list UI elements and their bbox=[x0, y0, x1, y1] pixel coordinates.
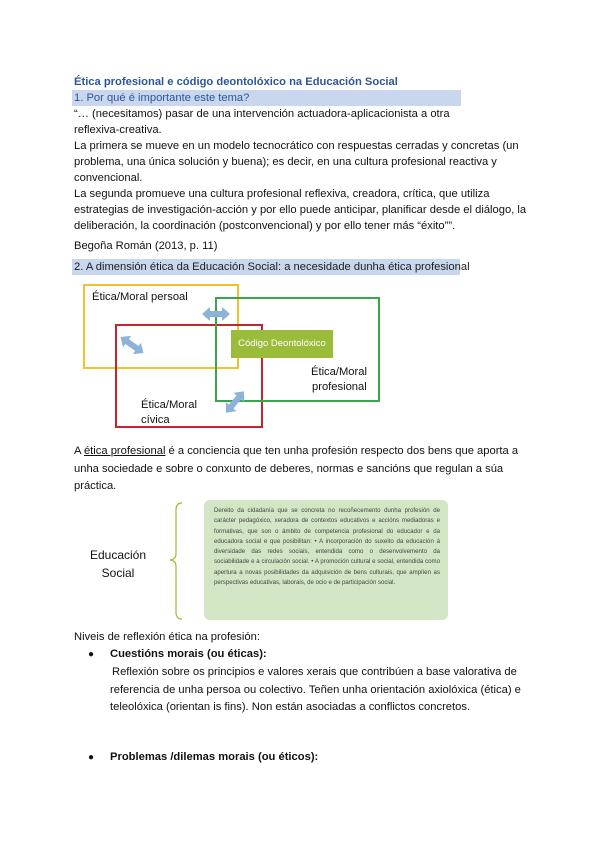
section-1-heading: 1. Por qué é importante este tema? bbox=[72, 90, 461, 106]
professional-ethics-term: ética profesional bbox=[83, 445, 166, 457]
social-education-label-line1: Educación bbox=[89, 548, 147, 562]
section-2-heading: 2. A dimensión ética da Educación Social: a necesidade dunha ética profesional bbox=[74, 261, 470, 273]
levels-intro: Niveis de reflexión ética na profesión: bbox=[74, 631, 260, 643]
social-education-label-line2: Social bbox=[101, 566, 135, 580]
level-2-title: Problemas /dilemas morais (ou éticos): bbox=[110, 751, 319, 763]
professional-ethics-label-line1: Ética/Moral bbox=[311, 366, 367, 378]
double-arrow-icon bbox=[117, 331, 148, 359]
quote-line: estrategias de investigación-acción y por ello puede anticipar, planificar desde el diálogo, la bbox=[74, 204, 527, 216]
personal-ethics-label: Ética/Moral persoal bbox=[92, 291, 188, 303]
deontological-code-box: Código Deontolóxico bbox=[231, 330, 333, 358]
double-arrow-icon bbox=[202, 307, 230, 321]
civic-ethics-label-line1: Ética/Moral bbox=[141, 399, 197, 411]
quote-line: convencional. bbox=[74, 172, 143, 184]
definition-rest: é a conciencia que ten unha profesión respecto dos bens que aporta a bbox=[165, 445, 519, 457]
level-1-line: referencia de unha persoa ou colectivo. Teñen unha orientación axiolóxica (ética) e bbox=[110, 684, 521, 696]
professional-ethics-label-line2: profesional bbox=[312, 381, 367, 393]
bullet-icon: ● bbox=[88, 752, 95, 763]
double-arrow-icon bbox=[221, 387, 250, 417]
definition-line-3: práctica. bbox=[74, 480, 117, 492]
document-title: Ética profesional e código deontolóxico na Educación Social bbox=[74, 76, 398, 88]
civic-ethics-label-line2: cívica bbox=[141, 414, 170, 426]
level-1-line: teleolóxica (orientan is fins). Non están asociadas a conflictos concretos. bbox=[110, 701, 471, 713]
definition-line-1 bbox=[74, 443, 518, 459]
level-1-title: Cuestións morais (ou éticas): bbox=[110, 648, 267, 660]
social-education-definition-box bbox=[204, 500, 448, 620]
quote-line: deliberación, la coordinación (postconvencional) y por ello tener más “éxito””. bbox=[74, 220, 456, 232]
quote-citation: Begoña Román (2013, p. 11) bbox=[74, 240, 218, 252]
definition-line-2: unha sociedade e sobre o conxunto de deberes, normas e sancións que regulan a súa bbox=[74, 463, 504, 475]
definition-prefix: A bbox=[74, 445, 84, 457]
bullet-icon: ● bbox=[88, 649, 95, 660]
quote-line: problema, una única solución y buena); es decir, en una cultura profesional reactiva y bbox=[74, 156, 497, 168]
level-1-line: Reflexión sobre os principios e valores xerais que contribúen a base valorativa de bbox=[112, 666, 517, 678]
quote-line: “… (necesitamos) pasar de una intervención actuadora-aplicacionista a otra bbox=[74, 108, 450, 120]
quote-line: reflexiva-creativa. bbox=[74, 124, 162, 136]
social-education-definition-text: Dereito da cidadanía que se concreta no recoñecemento dunha profesión de carácter pedagóxico, xeradora de contextos educativos e accións mediadoras e formativas, que son o ámbito de competencia profesional do educador e da educadora social e que posibilitan: • A incorporación do suxeito da educación á diversidade das redes sociais, entendida como o desenvolvemento da sociabilidade e a circulación social. • A promoción cultural e social, entendida como apertura a novas posibilidades da adquisición de bens culturais, que amplíen as perspectivas educativas, laborais, de ocio e de participación social. bbox=[214, 507, 440, 587]
social-education-label bbox=[86, 546, 150, 582]
quote-line: La segunda promueve una cultura profesional reflexiva, creadora, crítica, que utiliza bbox=[74, 188, 490, 200]
quote-line: La primera se mueve en un modelo tecnocrático con respuestas cerradas y concretas (un bbox=[74, 140, 519, 152]
